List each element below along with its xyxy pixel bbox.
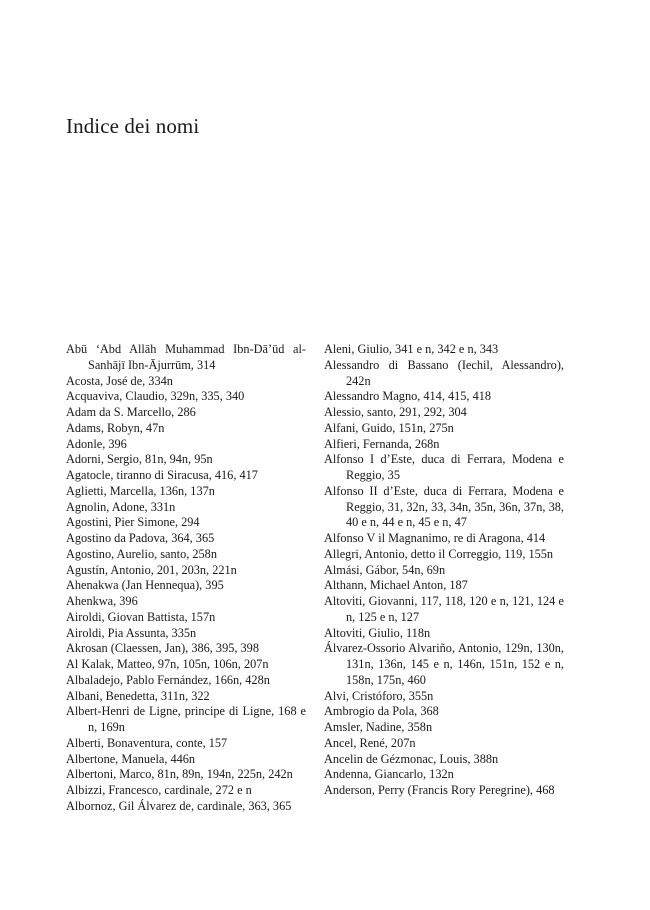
index-column-left bbox=[66, 342, 306, 815]
index-entry: Adonle, 396 bbox=[66, 436, 127, 451]
index-entry: Ahenkwa, 396 bbox=[66, 594, 138, 608]
index-entry: Ancelin de Gézmonac, Louis, 388n bbox=[324, 751, 499, 766]
index-entry: Alvi, Cristóforo, 355n bbox=[324, 688, 434, 703]
index-entry: Alfieri, Fernanda, 268n bbox=[324, 436, 440, 451]
index-entry: Alessandro Magno, 414, 415, 418 bbox=[324, 389, 492, 404]
index-entry: Alfonso II d’Este, duca di Ferrara, Modena e Reggio, 31, 32n, 33, 34n, 35n, 36n, 37n, 38, 40 e n, 44 e n, 45 e n, 47 bbox=[324, 483, 564, 530]
index-entry: Airoldi, Giovan Battista, 157n bbox=[66, 609, 216, 624]
index-entry: Altoviti, Giovanni, 117, 118, 120 e n, 121, 124 e n, 125 e n, 127 bbox=[324, 594, 564, 624]
index-entry: Abū ‘Abd Allāh Muhammad Ibn-Dā’ūd al-Sanhājī Ibn-Ājurrūm, 314 bbox=[66, 342, 306, 372]
index-entry: Agostini, Pier Simone, 294 bbox=[66, 515, 200, 530]
index-entry: Adorni, Sergio, 81n, 94n, 95n bbox=[66, 452, 213, 467]
index-entry: Alessio, santo, 291, 292, 304 bbox=[324, 405, 467, 419]
index-entry: Agnolin, Adone, 331n bbox=[66, 499, 176, 514]
index-entry: Albertone, Manuela, 446n bbox=[66, 751, 196, 766]
index-entry: Aglietti, Marcella, 136n, 137n bbox=[66, 483, 215, 498]
index-entry: Alfonso V il Magnanimo, re di Aragona, 414 bbox=[324, 531, 546, 545]
index-entry: Andenna, Giancarlo, 132n bbox=[324, 767, 454, 782]
index-entry: Anderson, Perry (Francis Rory Peregrine), 468 bbox=[324, 783, 555, 797]
index-entry: Agostino, Aurelio, santo, 258n bbox=[66, 546, 217, 561]
index-entry: Albert-Henri de Ligne, principe di Ligne, 168 e n, 169n bbox=[66, 704, 306, 734]
index-entry: Agostino da Padova, 364, 365 bbox=[66, 531, 215, 545]
index-entry: Albertoni, Marco, 81n, 89n, 194n, 225n, 242n bbox=[66, 767, 293, 782]
index-entry: Ahenakwa (Jan Hennequa), 395 bbox=[66, 578, 224, 593]
index-entry: Acquaviva, Claudio, 329n, 335, 340 bbox=[66, 389, 245, 404]
index-entry: Albaladejo, Pablo Fernández, 166n, 428n bbox=[66, 672, 270, 687]
index-entry: Ancel, René, 207n bbox=[324, 735, 416, 750]
index-entry: Alfonso I d’Este, duca di Ferrara, Modena e Reggio, 35 bbox=[324, 452, 564, 482]
index-entry: Álvarez-Ossorio Alvariño, Antonio, 129n, 130n, 131n, 136n, 145 e n, 146n, 151n, 152 e n, 158n, 175n, 460 bbox=[324, 641, 564, 687]
index-column-right bbox=[324, 342, 564, 799]
index-entry: Agustín, Antonio, 201, 203n, 221n bbox=[66, 562, 237, 577]
index-entry: Acosta, José de, 334n bbox=[66, 373, 173, 388]
index-entry: Almási, Gábor, 54n, 69n bbox=[324, 562, 446, 577]
index-entry: Adams, Robyn, 47n bbox=[66, 420, 165, 435]
index-entry: Altoviti, Giulio, 118n bbox=[324, 625, 431, 640]
index-entry: Agatocle, tiranno di Siracusa, 416, 417 bbox=[66, 468, 258, 482]
index-entry: Adam da S. Marcello, 286 bbox=[66, 405, 196, 419]
index-entry: Alfani, Guido, 151n, 275n bbox=[324, 420, 454, 435]
index-entry: Albani, Benedetta, 311n, 322 bbox=[66, 688, 210, 703]
index-entry: Albizzi, Francesco, cardinale, 272 e n bbox=[66, 783, 252, 797]
index-entry: Airoldi, Pia Assunta, 335n bbox=[66, 625, 197, 640]
index-entry: Alessandro di Bassano (Iechil, Alessandro), 242n bbox=[324, 357, 564, 388]
index-entry: Akrosan (Claessen, Jan), 386, 395, 398 bbox=[66, 641, 259, 656]
index-entry: Amsler, Nadine, 358n bbox=[324, 720, 433, 734]
page-title: Indice dei nomi bbox=[66, 114, 200, 138]
index-entry: Aleni, Giulio, 341 e n, 342 e n, 343 bbox=[324, 342, 499, 356]
index-entry: Alberti, Bonaventura, conte, 157 bbox=[66, 735, 228, 750]
index-entry: Albornoz, Gil Álvarez de, cardinale, 363, 365 bbox=[66, 798, 292, 813]
index-entry: Althann, Michael Anton, 187 bbox=[324, 578, 468, 593]
index-entry: Allegri, Antonio, detto il Correggio, 119, 155n bbox=[324, 546, 554, 561]
index-entry: Ambrogio da Pola, 368 bbox=[324, 704, 439, 719]
index-entry: Al Kalak, Matteo, 97n, 105n, 106n, 207n bbox=[66, 657, 269, 671]
